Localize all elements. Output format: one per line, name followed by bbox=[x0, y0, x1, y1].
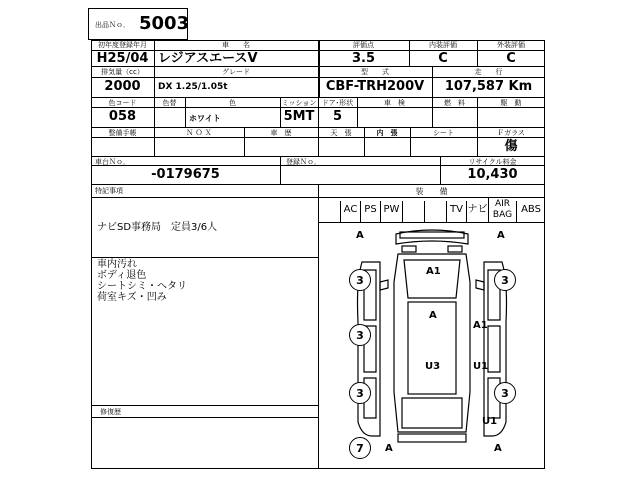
chassis-label: 車台Ｎｏ． bbox=[95, 158, 130, 166]
transmission-value: 5MT bbox=[283, 109, 315, 124]
score-label: 評価点 bbox=[353, 41, 374, 49]
color-code-label: 色コード bbox=[108, 99, 137, 107]
damage-front-left: A bbox=[356, 230, 364, 241]
equip-blank-1 bbox=[402, 201, 424, 222]
interior-value: C bbox=[438, 51, 448, 66]
damage-slide-right: U1 bbox=[473, 361, 489, 372]
manual-label: 整備手帳 bbox=[108, 129, 137, 137]
sunroof-label: 天 張 bbox=[330, 129, 352, 137]
equip-ps: PS bbox=[360, 201, 380, 222]
interior-label: 内装評価 bbox=[429, 41, 457, 49]
damage-rear-right: 3 bbox=[494, 382, 516, 404]
damage-roof: U3 bbox=[425, 361, 441, 372]
lot-box bbox=[88, 8, 188, 40]
color-code-value: 058 bbox=[108, 109, 137, 124]
car-name-value: レジアスエースV bbox=[158, 51, 258, 66]
lot-number: 5003 bbox=[139, 13, 190, 34]
inspection-label: 車 検 bbox=[384, 99, 405, 107]
interior-note-3: シートシミ・ヘタリ bbox=[97, 281, 187, 292]
equip-tv: TV bbox=[446, 201, 466, 222]
equip-navi: ナビ bbox=[466, 201, 488, 222]
doors-label: ドア･形状 bbox=[321, 99, 354, 107]
damage-fender-left: 3 bbox=[349, 269, 371, 291]
equip-airbag: AIR BAG bbox=[488, 198, 516, 222]
regno-label: 登録Ｎｏ． bbox=[286, 158, 321, 166]
damage-bonnet: A1 bbox=[426, 266, 441, 277]
interior-note-1: 車内汚れ bbox=[97, 259, 137, 270]
damage-quarter-right: U1 bbox=[482, 416, 498, 427]
displacement-label: 排気量（cc） bbox=[101, 68, 144, 76]
equip-blank-2 bbox=[424, 201, 446, 222]
lot-label: 出品Ｎｏ． bbox=[95, 21, 130, 29]
first-reg-value: H25/04 bbox=[96, 51, 149, 66]
equipment-label: 装 備 bbox=[415, 187, 448, 196]
vehicle-diagram bbox=[318, 222, 545, 469]
seat-label: シート bbox=[433, 129, 454, 137]
equip-pw: PW bbox=[380, 201, 402, 222]
damage-door-right: A1 bbox=[473, 320, 488, 331]
mileage-value: 107,587 Km bbox=[444, 79, 533, 94]
grade-label: グレード bbox=[222, 68, 250, 76]
damage-fender-right: 3 bbox=[494, 269, 516, 291]
damage-front-right: A bbox=[497, 230, 505, 241]
displacement-value: 2000 bbox=[104, 79, 141, 94]
recycle-label: リサイクル料金 bbox=[468, 158, 517, 166]
interior-note-2: ボディ退色 bbox=[97, 270, 147, 281]
special-notes-label: 特記事項 bbox=[95, 187, 123, 195]
equipment-row bbox=[318, 198, 545, 223]
glass-label: Ｆガラス bbox=[497, 129, 525, 137]
damage-bumper-rear-left: A bbox=[385, 443, 393, 454]
color-label: 色 bbox=[229, 99, 236, 107]
equip-abs: ABS bbox=[516, 201, 545, 222]
repair-history-label: 修復歴 bbox=[100, 408, 121, 416]
exterior-label: 外装評価 bbox=[497, 41, 525, 49]
equip-ac: AC bbox=[340, 201, 360, 222]
recycle-value: 10,430 bbox=[467, 167, 518, 182]
doors-value: 5 bbox=[332, 109, 343, 124]
transmission-label: ミッション bbox=[281, 99, 317, 107]
exterior-value: C bbox=[506, 51, 516, 66]
damage-rear-left: 3 bbox=[349, 382, 371, 404]
model-value: CBF-TRH200V bbox=[325, 79, 425, 94]
fuel-label: 燃 料 bbox=[444, 99, 465, 107]
color-value: ホワイト bbox=[189, 114, 221, 123]
glass-value: 傷 bbox=[504, 139, 518, 154]
interior-note-4: 荷室キズ・凹み bbox=[97, 292, 167, 303]
color-change-label: 色替 bbox=[162, 99, 177, 107]
damage-door-left: 3 bbox=[349, 324, 371, 346]
special-text: ナビSD事務局 定員3/6人 bbox=[97, 222, 218, 233]
damage-bumper-rear-right: A bbox=[494, 443, 502, 454]
car-name-label: 車 名 bbox=[222, 41, 250, 49]
equip-blank bbox=[318, 198, 340, 222]
mileage-label: 走 行 bbox=[474, 68, 503, 76]
drive-label: 駆 動 bbox=[500, 99, 522, 107]
inner-label: 内 張 bbox=[376, 129, 398, 137]
history-label: 車 歴 bbox=[270, 129, 292, 137]
nox-label: Ｎ Ｏ Ｘ bbox=[186, 129, 212, 137]
first-reg-label: 初年度登録年月 bbox=[98, 41, 147, 49]
chassis-value: -0179675 bbox=[151, 167, 220, 182]
damage-tail-left: 7 bbox=[349, 437, 371, 459]
damage-roof-front: A bbox=[429, 310, 437, 321]
model-label: 型 式 bbox=[361, 68, 389, 76]
grade-value: DX 1.25/1.05t bbox=[158, 82, 228, 92]
score-value: 3.5 bbox=[351, 51, 376, 66]
